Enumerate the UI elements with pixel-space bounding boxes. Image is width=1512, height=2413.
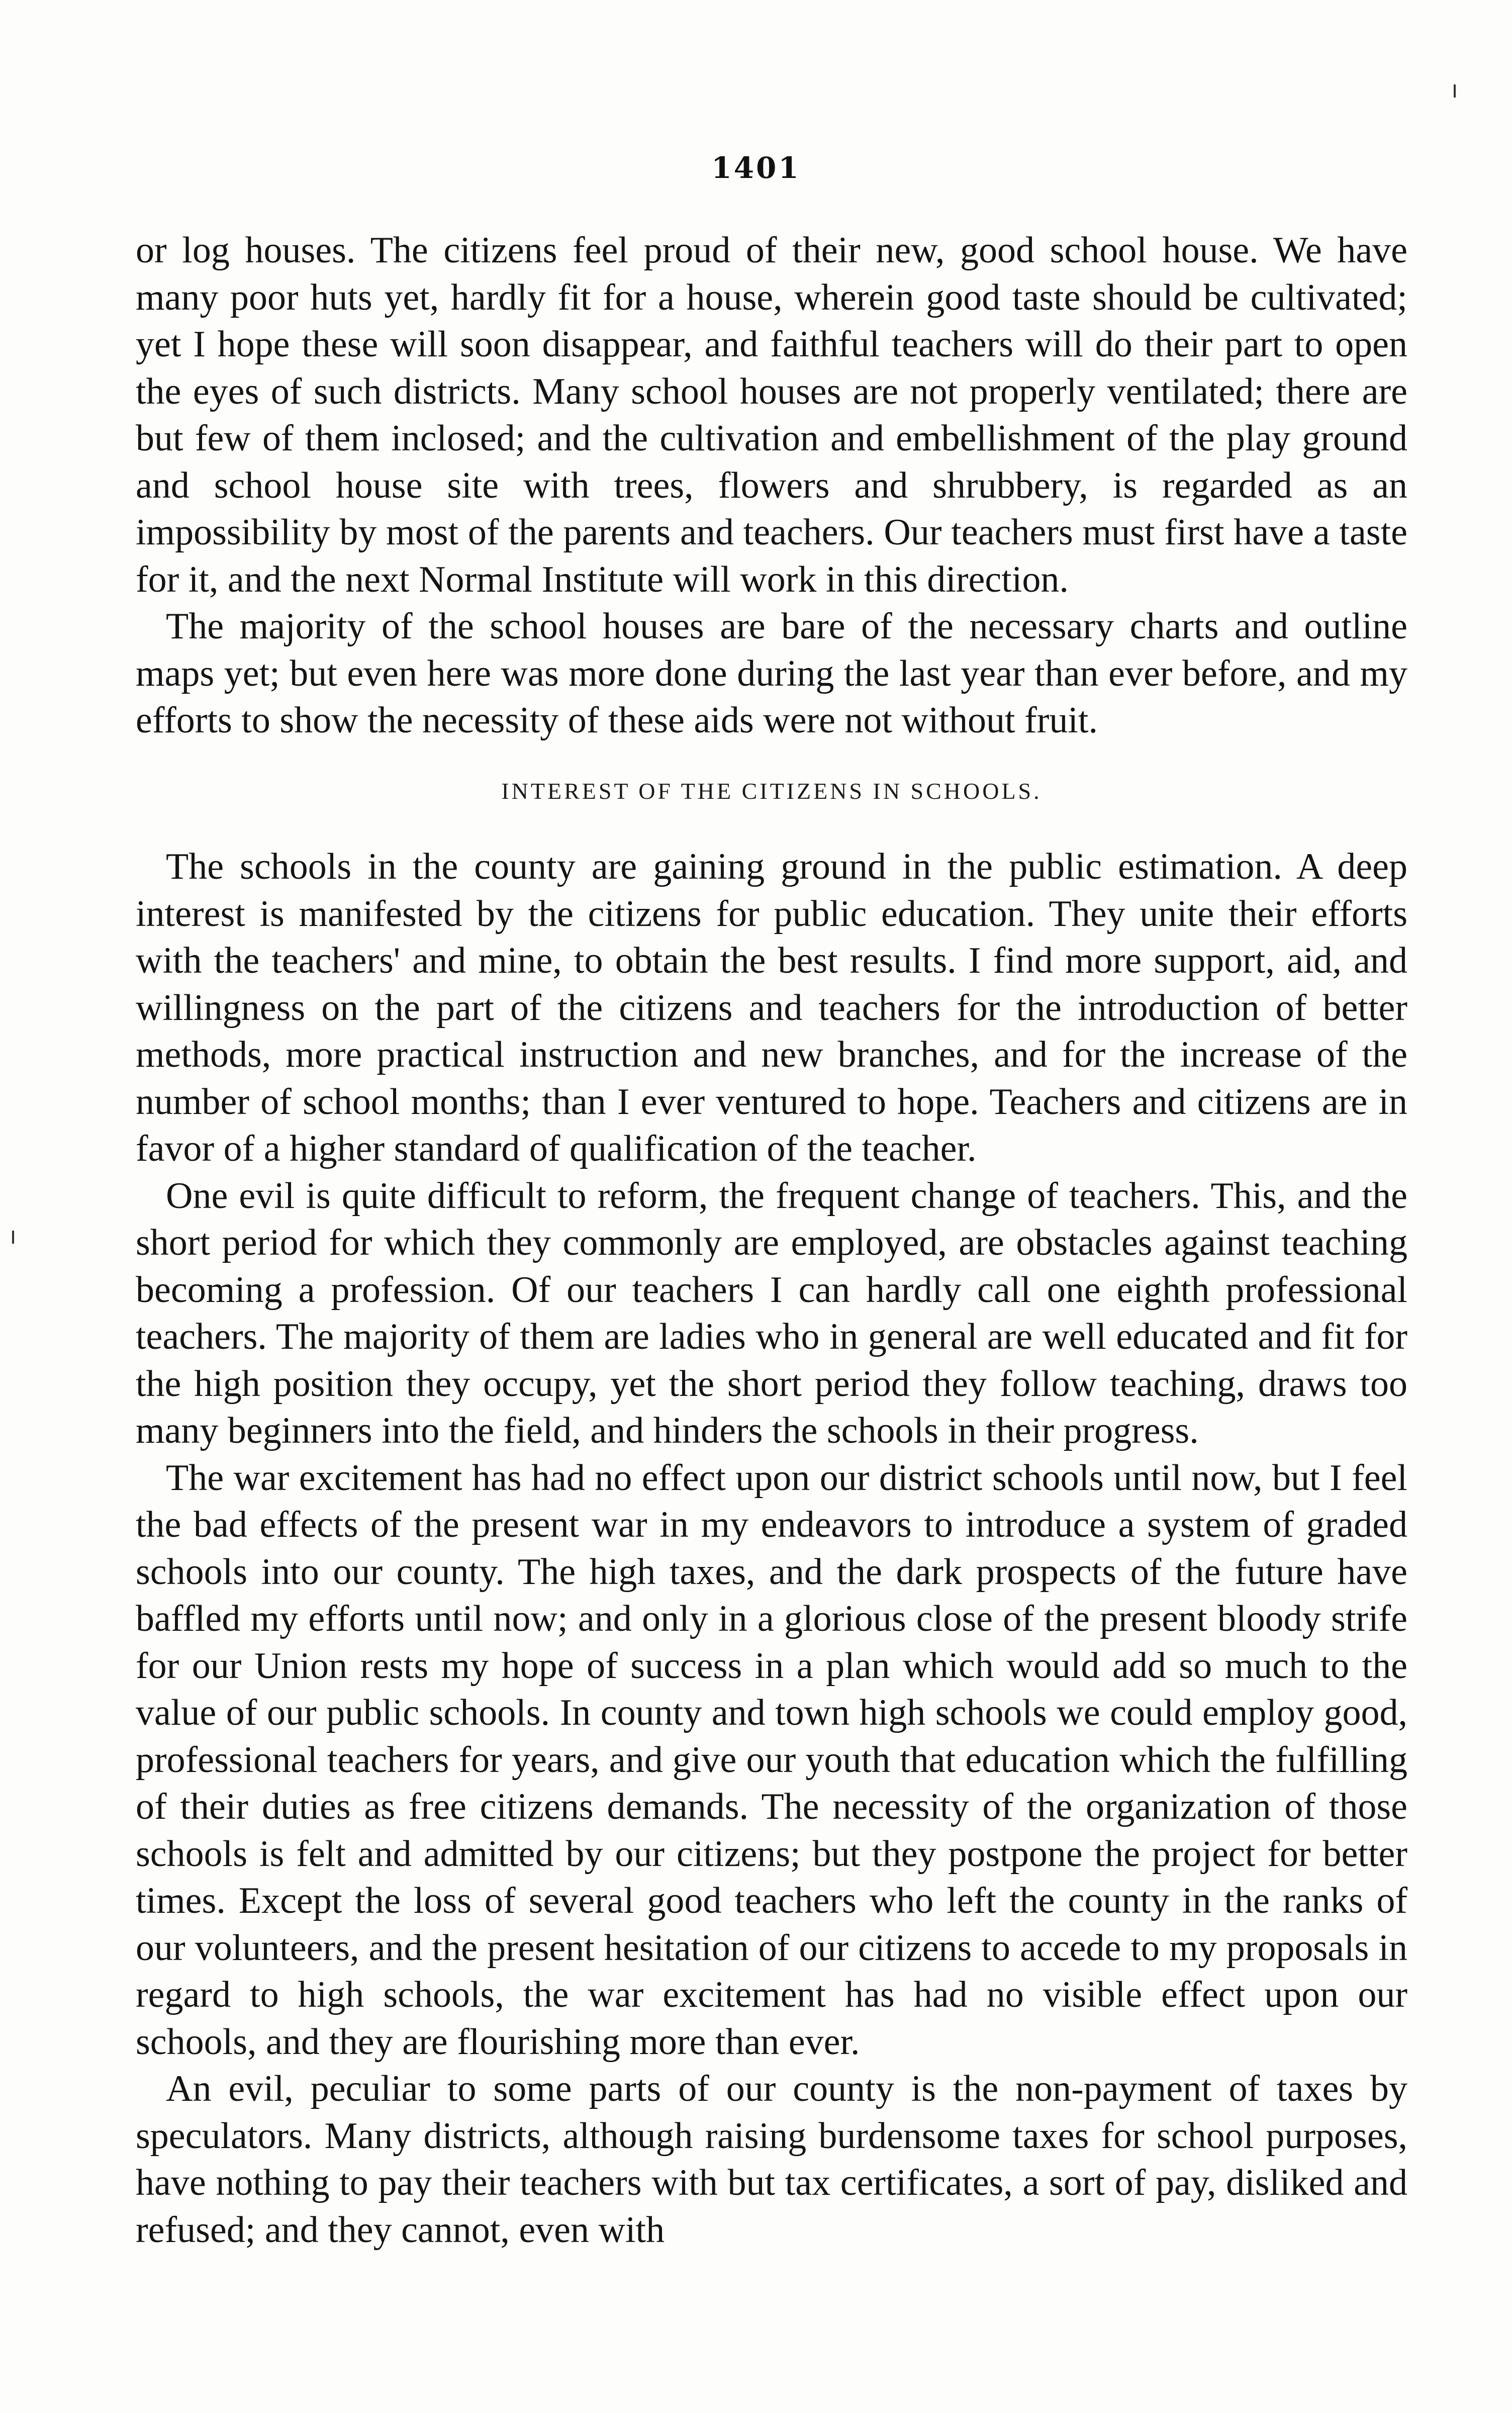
section-heading: INTEREST OF THE CITIZENS IN SCHOOLS. [501,778,1042,804]
paragraph: The majority of the school houses are bare of the necessary charts and outline maps yet; but even here was more done during the last year than ever before, and my efforts to show the necessity of these aids were not without fruit. [136,606,1407,741]
paragraph-continued: or log houses. The citizens feel proud of their new, good school house. We have many poor huts yet, hardly fit for a house, wherein good taste should be cultivated; yet I hope these will soon disappear, and faithful teachers will do their part to open the eyes of such districts. Many school houses are not properly ventilated; there are but few of them inclosed; and the cultivation and embellishment of the play ground and school house site with trees, flowers and shrubbery, is regarded as an impossibility by most of the parents and teachers. Our teachers must first have a taste for it, and the next Normal Institute will work in this direction. [136,230,1407,600]
paragraph: One evil is quite difficult to reform, the frequent change of teachers. This, and the short period for which they commonly are employed, are obstacles against teaching becoming a profession. Of our teachers I can hardly call one eighth professional teachers. The majority of them are ladies who in general are well educated and fit for the high position they occupy, yet the short period they follow teaching, draws too many beginners into the field, and hinders the schools in their progress. [136,1175,1407,1451]
paragraph: The war excitement has had no effect upon our district schools until now, but I feel the bad effects of the present war in my endeavors to introduce a system of graded schools into our county. The high taxes, and the dark prospects of the future have baffled my efforts until now; and only in a glorious close of the present bloody strife for our Union rests my hope of success in a plan which would add so much to the value of our public schools. In county and town high schools we could employ good, professional teachers for years, and give our youth that education which the fulfilling of their duties as free citizens demands. The necessity of the organization of those schools is felt and admitted by our citizens; but they postpone the project for better times. Except the loss of several good teachers who left the county in the ranks of our volunteers, and the present hesitation of our citizens to accede to my proposals in regard to high schools, the war excitement has had no visible effect upon our schools, and they are flourishing more than ever. [136,1457,1407,2063]
body-text [136,227,1407,2254]
paragraph: An evil, peculiar to some parts of our county is the non-payment of taxes by speculators. Many districts, although raising burdensome taxes for school purposes, have nothing to pay their teachers with but tax certificates, a sort of pay, disliked and refused; and they cannot, even with [136,2068,1407,2251]
edge-speck-mark [1454,84,1456,98]
paragraph: The schools in the county are gaining ground in the public estimation. A deep interest is manifested by the citizens for public education. They unite their efforts with the teachers' and mine, to obtain the best results. I find more support, aid, and willingness on the part of the citizens and teachers for the introduction of better methods, more practical instruction and new branches, and for the increase of the number of school months; than I ever ventured to hope. Teachers and citizens are in favor of a higher standard of qualification of the teacher. [136,846,1407,1169]
page-number: 1401 [711,151,801,185]
edge-speck-mark [12,1231,14,1244]
